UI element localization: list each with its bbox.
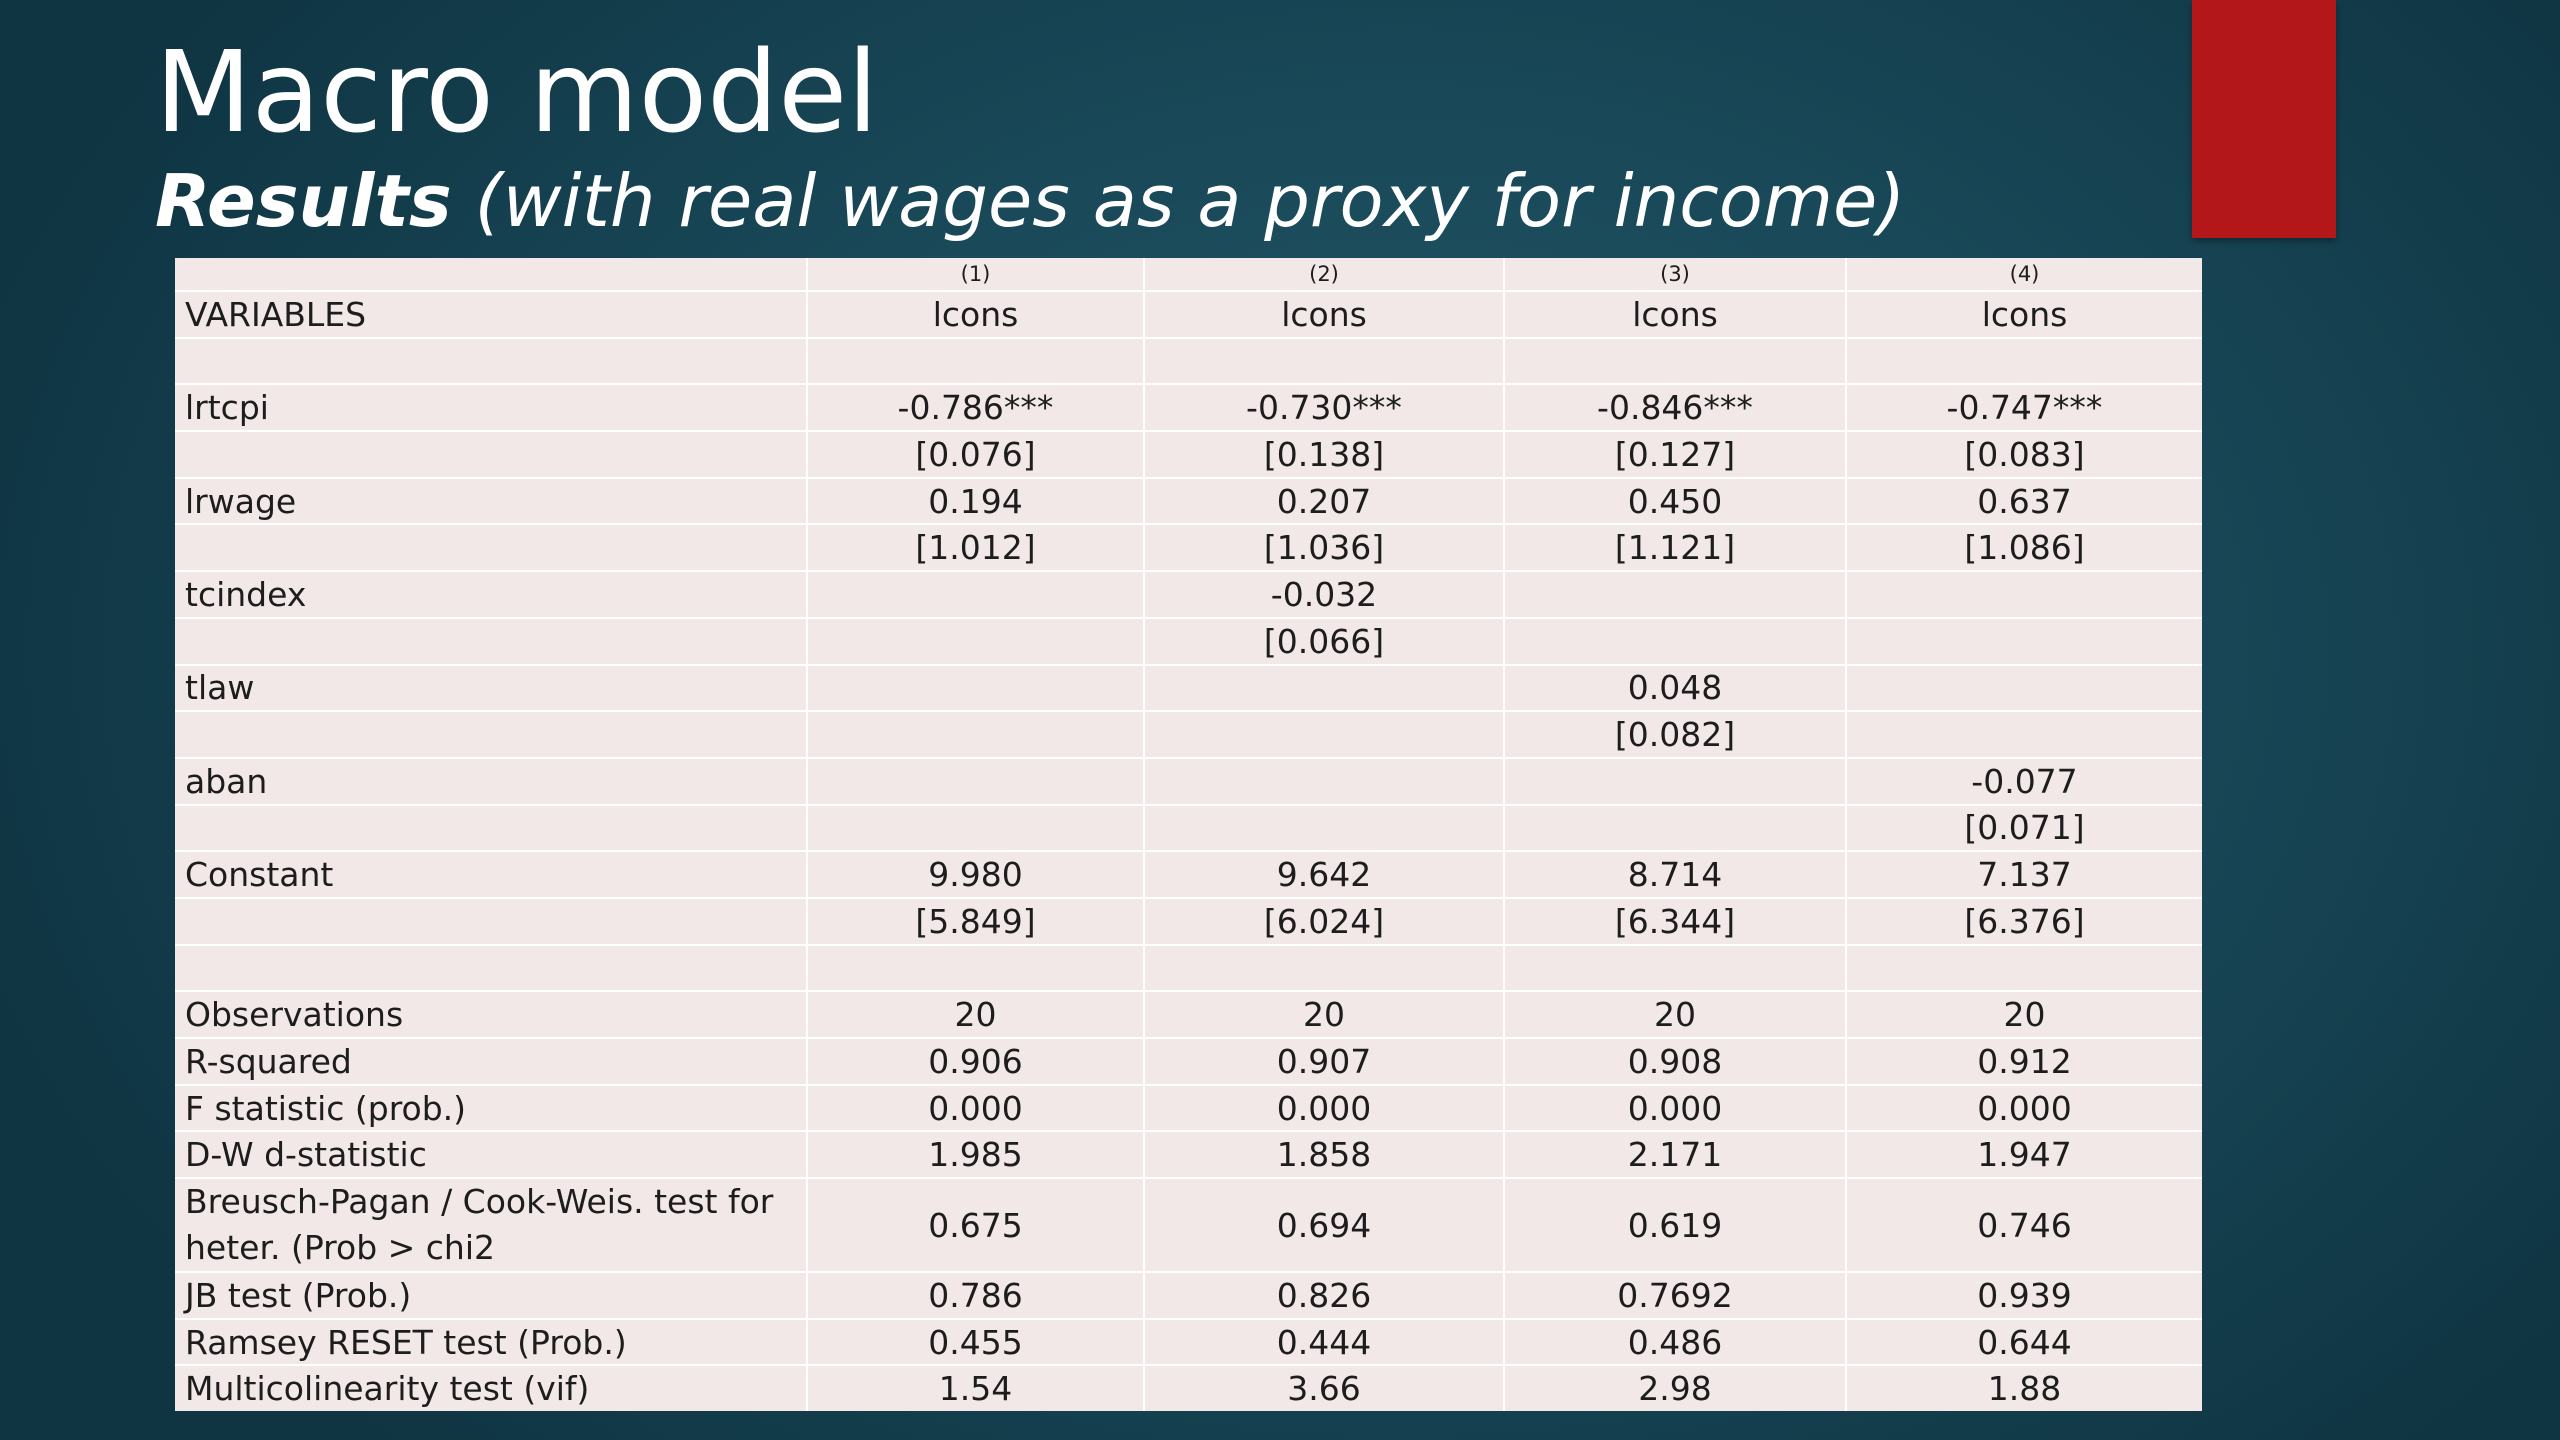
row-label	[175, 898, 807, 945]
table-cell: 1.858	[1144, 1131, 1504, 1178]
table-cell: 0.444	[1144, 1319, 1504, 1366]
subtitle-bold: Results	[155, 159, 452, 243]
table-cell	[1504, 338, 1846, 385]
row-label: Ramsey RESET test (Prob.)	[175, 1319, 807, 1366]
table-row	[175, 758, 2202, 805]
table-cell: [0.083]	[1846, 431, 2202, 478]
table-cell	[807, 618, 1144, 665]
table-cell: 0.826	[1144, 1272, 1504, 1319]
table-cell: [0.066]	[1144, 618, 1504, 665]
table-cell: 20	[1846, 991, 2202, 1038]
table-cell: 0.644	[1846, 1319, 2202, 1366]
table-row	[175, 384, 2202, 431]
table-body	[175, 258, 2202, 1411]
table-cell	[807, 665, 1144, 712]
table-row	[175, 945, 2202, 992]
table-cell: 9.642	[1144, 851, 1504, 898]
table-cell: 8.714	[1504, 851, 1846, 898]
table-cell: 0.450	[1504, 478, 1846, 525]
row-label: lrtcpi	[175, 384, 807, 431]
table-cell: 1.88	[1987, 1369, 2062, 1409]
table-cell: -0.077	[1846, 758, 2202, 805]
table-row	[175, 665, 2202, 712]
header-cell: lcons	[1144, 291, 1504, 338]
table-row	[175, 524, 2202, 571]
table-cell: [1.121]	[1504, 524, 1846, 571]
header-cell: lcons	[807, 291, 1144, 338]
table-cell: 0.907	[1144, 1038, 1504, 1085]
table-cell: -0.032	[1144, 571, 1504, 618]
table-cell: [0.082]	[1504, 711, 1846, 758]
table-cell: [0.071]	[1846, 805, 2202, 852]
table-cell: 0.207	[1144, 478, 1504, 525]
header-cell: lcons	[1846, 291, 2202, 338]
table-cell	[1504, 618, 1846, 665]
table-cell: 3.66	[1144, 1365, 1504, 1411]
column-number: (1)	[807, 258, 1144, 291]
row-label: Observations	[175, 991, 807, 1038]
table-cell	[1144, 805, 1504, 852]
row-label: Multicolinearity test (vif)	[175, 1365, 807, 1411]
table-cell: [1.086]	[1846, 524, 2202, 571]
table-cell	[1504, 758, 1846, 805]
table-cell	[1144, 665, 1504, 712]
table-row	[175, 618, 2202, 665]
table-cell	[1144, 338, 1504, 385]
table-cell: 20	[1504, 991, 1846, 1038]
row-label: F statistic (prob.)	[175, 1085, 807, 1132]
table-row	[175, 1365, 2202, 1411]
header-cell: lcons	[1504, 291, 1846, 338]
table-cell	[807, 571, 1144, 618]
table-cell: 1.985	[807, 1131, 1144, 1178]
table-cell: [0.127]	[1504, 431, 1846, 478]
table-row	[175, 851, 2202, 898]
table-cell: 0.619	[1504, 1178, 1846, 1272]
regression-results-table	[175, 258, 2202, 1411]
table-cell	[1144, 945, 1504, 992]
row-label	[175, 618, 807, 665]
row-label: Breusch-Pagan / Cook-Weis. test for heter. (Prob > chi2	[175, 1178, 807, 1272]
row-label	[175, 524, 807, 571]
table-row	[175, 1038, 2202, 1085]
row-label: JB test (Prob.)	[175, 1272, 807, 1319]
table-cell	[807, 805, 1144, 852]
table-cell: 0.048	[1504, 665, 1846, 712]
table-cell: 20	[807, 991, 1144, 1038]
empty-cell	[175, 258, 807, 291]
column-number: (4)	[1846, 258, 2202, 291]
table-row	[175, 1272, 2202, 1319]
table-cell: 0.000	[1846, 1085, 2202, 1132]
table-row	[175, 1131, 2202, 1178]
table-cell: 9.980	[807, 851, 1144, 898]
table-row	[175, 805, 2202, 852]
table-cell: [0.076]	[807, 431, 1144, 478]
table-cell: 0.906	[807, 1038, 1144, 1085]
row-label: tlaw	[175, 665, 807, 712]
table-cell: [1.036]	[1144, 524, 1504, 571]
table-cell: 0.000	[1504, 1085, 1846, 1132]
table-row	[175, 711, 2202, 758]
table-cell: [0.138]	[1144, 431, 1504, 478]
table-row	[175, 571, 2202, 618]
row-label: D-W d-statistic	[175, 1131, 807, 1178]
table-cell	[1846, 571, 2202, 618]
table-cell: 1.54	[807, 1365, 1144, 1411]
table-cell: 1.947	[1846, 1131, 2202, 1178]
table-cell: 0.746	[1846, 1178, 2202, 1272]
table-cell	[1504, 945, 1846, 992]
table-cell: 7.137	[1846, 851, 2202, 898]
table-cell	[1846, 338, 2202, 385]
table-cell: -0.730***	[1144, 384, 1504, 431]
table-cell: -0.786***	[807, 384, 1144, 431]
table-cell: [6.344]	[1504, 898, 1846, 945]
row-label	[175, 431, 807, 478]
table-row	[175, 1319, 2202, 1366]
table-cell: [5.849]	[807, 898, 1144, 945]
row-label	[175, 945, 807, 992]
table-cell: -0.846***	[1504, 384, 1846, 431]
row-label	[175, 338, 807, 385]
table-cell	[1846, 618, 2202, 665]
table-cell: [1.012]	[807, 524, 1144, 571]
header-label: VARIABLES	[175, 291, 807, 338]
row-label: Constant	[175, 851, 807, 898]
accent-tab	[2192, 0, 2336, 238]
table-cell	[1846, 711, 2202, 758]
table-cell: 2.171	[1504, 1131, 1846, 1178]
table-cell: 0.000	[807, 1085, 1144, 1132]
table-cell: -0.747***	[1846, 384, 2202, 431]
slide-subtitle	[155, 160, 1905, 243]
table-cell: [6.024]	[1144, 898, 1504, 945]
table-cell: 0.694	[1144, 1178, 1504, 1272]
table-cell	[1846, 945, 2202, 992]
table-cell	[1144, 711, 1504, 758]
slide-title: Macro model	[155, 28, 879, 158]
column-number: (2)	[1144, 258, 1504, 291]
table-cell	[807, 338, 1144, 385]
table-row	[175, 1178, 2202, 1272]
table-cell: 20	[1144, 991, 1504, 1038]
table-row	[175, 431, 2202, 478]
table-cell: 0.486	[1504, 1319, 1846, 1366]
table-cell: 0.194	[807, 478, 1144, 525]
column-number: (3)	[1504, 258, 1846, 291]
table-cell: 0.908	[1504, 1038, 1846, 1085]
column-number-row	[175, 258, 2202, 291]
table-cell: 0.7692	[1504, 1272, 1846, 1319]
row-label: R-squared	[175, 1038, 807, 1085]
table-cell	[807, 711, 1144, 758]
row-label: lrwage	[175, 478, 807, 525]
table-cell: 0.912	[1846, 1038, 2202, 1085]
table-row	[175, 1085, 2202, 1132]
table-cell	[807, 758, 1144, 805]
table-row	[175, 478, 2202, 525]
table-cell	[1504, 571, 1846, 618]
table-cell: 0.939	[1846, 1272, 2202, 1319]
table-cell: 0.675	[807, 1178, 1144, 1272]
table-cell: [6.376]	[1846, 898, 2202, 945]
table-row	[175, 338, 2202, 385]
table-cell: 0.000	[1144, 1085, 1504, 1132]
row-label: tcindex	[175, 571, 807, 618]
table-cell	[807, 945, 1144, 992]
table-cell: 2.98	[1504, 1365, 1846, 1411]
table-cell	[1846, 665, 2202, 712]
table-cell: 0.786	[807, 1272, 1144, 1319]
table-row	[175, 898, 2202, 945]
table-row	[175, 991, 2202, 1038]
row-label	[175, 805, 807, 852]
row-label: aban	[175, 758, 807, 805]
table-cell: 0.455	[807, 1319, 1144, 1366]
subtitle-rest: (with real wages as a proxy for income)	[451, 159, 1906, 243]
header-row	[175, 291, 2202, 338]
table-cell	[1504, 805, 1846, 852]
row-label	[175, 711, 807, 758]
table-cell: 0.637	[1846, 478, 2202, 525]
table-cell	[1144, 758, 1504, 805]
